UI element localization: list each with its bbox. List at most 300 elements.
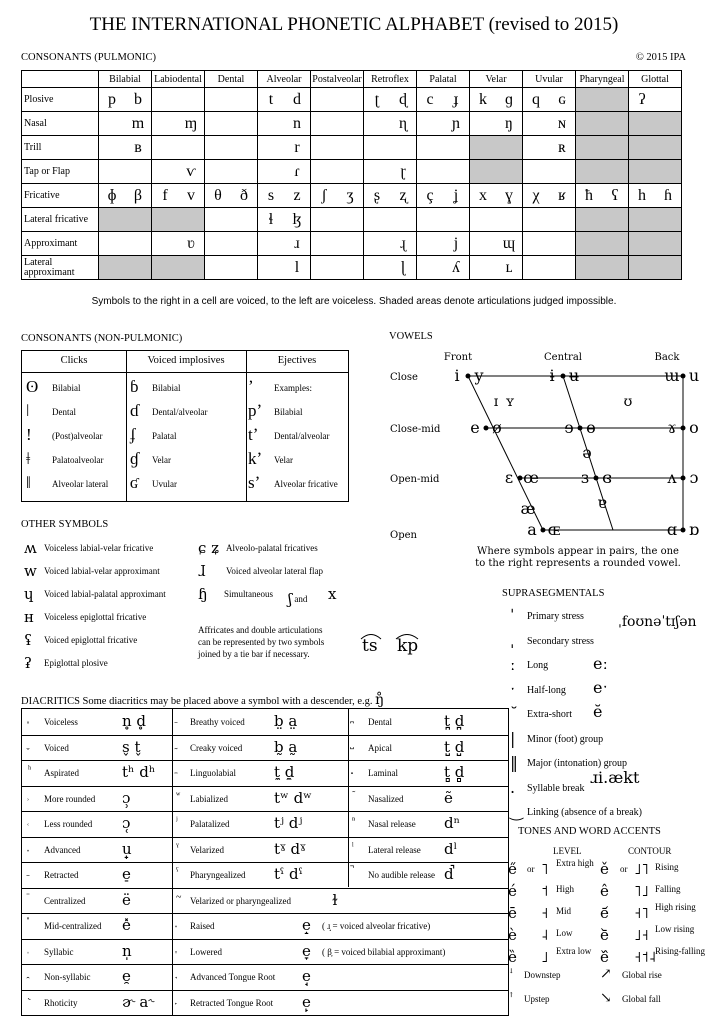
consonant-cell (231, 256, 258, 280)
vowel-rounded: ɔ (689, 468, 699, 487)
tone-level-letter: é (508, 882, 517, 900)
consonant-cell (337, 208, 364, 232)
supra-label: Long (527, 660, 549, 671)
vowel-single: ʊ (623, 394, 633, 410)
other-symbol: ɥ (24, 585, 34, 603)
vowel-col-back: Back (654, 352, 680, 363)
consonant-cell: ɱ (178, 112, 205, 136)
consonant-cell (99, 160, 126, 184)
vowel-unrounded: ɤ (667, 418, 677, 437)
consonant-cell (337, 256, 364, 280)
consonant-cell (205, 232, 232, 256)
supra-symbol: ‖ (510, 753, 518, 772)
diacritic-example: ɚ a˞ (122, 992, 155, 1011)
vowel-col-central: Central (544, 352, 582, 363)
vowel-rounded: œ (523, 468, 539, 487)
tone-contour-letter: e᷈ (600, 948, 609, 966)
vowel-dot (518, 476, 523, 481)
consonant-cell: l (284, 256, 311, 280)
tones-heading: TONES AND WORD ACCENTS (518, 826, 661, 837)
supra-symbol: ː (510, 655, 516, 674)
divider (22, 888, 508, 889)
consonant-cell (125, 208, 152, 232)
tie-bar-icon (395, 632, 419, 640)
supra-label: Half-long (527, 684, 566, 696)
diacritic-example: s̬ t̬ (122, 737, 141, 756)
ejectives-label: Dental/alveolar (274, 431, 330, 441)
consonant-cell (576, 160, 603, 184)
consonant-cell (523, 136, 550, 160)
consonant-cell: z (284, 184, 311, 208)
clicks-label: Palatoalveolar (52, 455, 104, 465)
tone-upstep: Upstep (524, 994, 550, 1004)
consonant-cell (231, 208, 258, 232)
consonant-cell (152, 112, 179, 136)
supra-symbol: ‿ (510, 802, 523, 821)
consonant-cell (364, 232, 391, 256)
consonant-cell: p (99, 88, 126, 112)
vowel-chart (380, 348, 698, 578)
consonant-cell: s (258, 184, 285, 208)
consonant-cell (390, 136, 417, 160)
consonant-cell (629, 160, 656, 184)
ejectives-symbol: kʼ (248, 449, 263, 468)
consonant-cell (99, 136, 126, 160)
vowel-rounded: ʉ (568, 366, 580, 385)
other-symbol: w (24, 562, 37, 580)
vowel-rounded: o (689, 418, 699, 437)
diacritic-label: Mid-centralized (44, 921, 102, 931)
supra-label: Major (intonation) group (527, 758, 627, 769)
diacritic-label: Velarized (190, 844, 224, 855)
implosives-symbol: ɓ (130, 377, 139, 396)
vowel-dot (594, 476, 599, 481)
consonant-cell (417, 160, 444, 184)
consonant-cell (602, 256, 629, 280)
consonant-cell (417, 232, 444, 256)
consonant-cell (549, 232, 576, 256)
consonant-cell: h (629, 184, 656, 208)
consonant-cell (364, 208, 391, 232)
consonant-cell (496, 160, 523, 184)
consonant-cell: ħ (576, 184, 603, 208)
consonant-cell: ʀ (549, 136, 576, 160)
consonant-cell (258, 232, 285, 256)
other-label: Epiglottal plosive (44, 658, 108, 668)
diacritic-label: Retracted Tongue Root (190, 997, 274, 1008)
implosives-symbol: ʄ (130, 425, 136, 444)
diacritic-label: Lowered (190, 946, 222, 957)
supra-example: eˑ (593, 678, 608, 697)
diacritic-label: Dental (368, 717, 392, 727)
consonant-cell (470, 112, 497, 136)
vowel-dot (578, 426, 583, 431)
tone-global-rise: Global rise (622, 970, 662, 980)
consonant-cell (311, 256, 338, 280)
consonant-cell (417, 256, 444, 280)
place-header: Labiodental (152, 71, 205, 88)
consonant-cell (523, 208, 550, 232)
consonant-cell (496, 136, 523, 160)
other-symbol: ɕ ʑ (198, 539, 220, 557)
diacritic-label: Nasalized (368, 793, 404, 804)
vowel-unrounded: e (470, 418, 480, 437)
vowel-unrounded: ɛ (504, 468, 514, 487)
consonant-cell (311, 232, 338, 256)
diacritic-example: ɔ̜ (122, 814, 131, 832)
vowel-dot (541, 528, 546, 533)
divider (172, 709, 173, 1015)
consonant-cell: b (125, 88, 152, 112)
consonant-cell (311, 160, 338, 184)
vowel-height-label: Close (390, 372, 418, 383)
place-header: Velar (470, 71, 523, 88)
pulmonic-heading: CONSONANTS (PULMONIC) (21, 52, 157, 63)
other-symbol: ɺ (198, 562, 206, 580)
consonant-cell: ɻ (390, 232, 417, 256)
vowel-unrounded: ɨ (549, 366, 555, 385)
consonant-cell (417, 112, 444, 136)
consonant-cell (178, 208, 205, 232)
diacritic-label: Voiced (44, 742, 69, 753)
vowel-unrounded: ʌ (667, 468, 677, 487)
vowel-unrounded: ɯ (664, 366, 680, 385)
consonant-cell (602, 88, 629, 112)
consonant-cell (205, 136, 232, 160)
supra-label: Secondary stress (527, 635, 594, 647)
tie-bar-icon (360, 632, 382, 640)
ejectives-symbol: ʼ (248, 377, 254, 396)
consonant-row (22, 160, 682, 184)
tone-level-label: Mid (556, 906, 572, 916)
vowel-rounded: ɞ (602, 468, 612, 487)
diacritic-example: d̚ (444, 865, 454, 883)
consonant-cell: ɬ (258, 208, 285, 232)
consonant-cell: ʂ (364, 184, 391, 208)
consonant-cell: ɮ (284, 208, 311, 232)
consonant-cell (576, 208, 603, 232)
affricate-line: can be represented by two symbols (198, 637, 325, 647)
vowel-unrounded: ɜ (580, 468, 590, 487)
vowel-rounded: ø (492, 418, 502, 437)
tone-contour-bar: ˥˩ (634, 882, 649, 900)
other-symbol: ʢ (24, 631, 33, 649)
diacritic-label: Advanced Tongue Root (190, 972, 276, 982)
consonant-cell (629, 208, 656, 232)
other-label: Voiceless labial-velar fricative (44, 543, 154, 553)
diacritic-label: Advanced (44, 844, 81, 855)
diacritic-example: e̯ (122, 967, 131, 985)
consonant-cell (337, 160, 364, 184)
vowel-dot (484, 426, 489, 431)
divider (22, 964, 508, 965)
diacritic-label: Linguolabial (190, 768, 236, 778)
supra-label: Linking (absence of a break) (527, 807, 642, 818)
copyright: © 2015 IPA (635, 52, 686, 63)
diacritic-example: e̙ (302, 992, 311, 1011)
consonant-cell (152, 136, 179, 160)
consonant-cell: ⱱ (178, 160, 205, 184)
consonant-cell (152, 160, 179, 184)
other-label: Simultaneous (224, 589, 273, 599)
consonant-cell (523, 256, 550, 280)
diacritic-example: u̟ (122, 839, 132, 858)
diacritic-example: b̰ a̰ (274, 737, 298, 756)
diacritic-example: tˠ dˠ (274, 839, 306, 858)
consonant-cell (523, 160, 550, 184)
consonant-cell (364, 112, 391, 136)
consonant-cell: t (258, 88, 285, 112)
consonant-cell (337, 136, 364, 160)
simul-and: and (294, 594, 308, 604)
consonant-cell: d (284, 88, 311, 112)
diacritic-note: ( ɹ̝ = voiced alveolar fricative) (322, 921, 431, 931)
diacritic-example: dⁿ (444, 814, 461, 832)
consonant-cell: χ (523, 184, 550, 208)
tone-level-label: Extra low (556, 946, 592, 956)
page-title: THE INTERNATIONAL PHONETIC ALPHABET (revised to 2015) (89, 14, 619, 35)
consonant-cell (125, 160, 152, 184)
place-header: Retroflex (364, 71, 417, 88)
diacritic-label: Nasal release (368, 819, 416, 829)
supra-example: ĕ (593, 702, 603, 721)
consonant-cell: ɲ (443, 112, 470, 136)
tone-level-label: High (556, 884, 574, 894)
place-header: Palatal (417, 71, 470, 88)
tone-global-fall: Global fall (622, 994, 661, 1004)
diacritic-mark: ʷ (176, 789, 181, 801)
affricate-note (198, 624, 324, 660)
implosives-symbol: ɗ (130, 401, 139, 420)
consonant-cell (443, 160, 470, 184)
corner-cell (22, 71, 99, 88)
manner-label: Lateral approximant (22, 256, 99, 280)
simultaneous-symbol (288, 588, 307, 606)
diacritic-mark: ~ (176, 891, 182, 903)
diacritic-example: dˡ (444, 839, 458, 858)
diacritic-example: tʲ dʲ (274, 814, 303, 832)
consonant-cell (311, 208, 338, 232)
consonant-cell (258, 256, 285, 280)
diacritic-example: t̺ d̺ (444, 737, 465, 756)
consonant-cell (470, 136, 497, 160)
consonant-cell: ɖ (390, 88, 417, 112)
consonant-cell: ʃ (311, 184, 338, 208)
vowel-single: ɪ (493, 394, 499, 410)
consonant-cell (364, 160, 391, 184)
consonant-cell: ʒ (337, 184, 364, 208)
vowel-rounded: ɶ (547, 520, 561, 539)
consonant-cell: c (417, 88, 444, 112)
diacritic-example: t̪ d̪ (444, 712, 465, 730)
consonant-cell (655, 256, 682, 280)
simul-sym1: ʃ (288, 590, 293, 608)
diacritic-label: Apical (368, 742, 392, 753)
tone-level-letter: ē (508, 904, 517, 922)
consonant-cell: ð (231, 184, 258, 208)
vowel-rounded: u (688, 366, 700, 385)
supra-label: Extra-short (527, 709, 572, 720)
consonant-cell (629, 232, 656, 256)
tone-contour-label: Rising-falling (655, 946, 705, 956)
affricate-line: Affricates and double articulations (198, 625, 323, 635)
supra-label: Minor (foot) group (527, 733, 604, 745)
diacritic-example: tʰ dʰ (122, 763, 156, 781)
vowel-rounded: ɒ (688, 520, 700, 539)
vowel-note: Where symbols appear in pairs, the one (477, 546, 679, 557)
supra-symbol: ˘ (510, 704, 518, 723)
ejectives-label: Alveolar fricative (274, 479, 338, 489)
diacritic-note: ( β̞ = voiced bilabial approximant) (322, 946, 446, 957)
vowel-height-label: Open (390, 530, 417, 541)
divider (246, 351, 247, 501)
ejectives-label: Examples: (274, 383, 312, 393)
manner-label: Fricative (22, 184, 99, 208)
diacritic-example: e̠ (122, 865, 131, 883)
vowel-rounded: y (474, 366, 484, 385)
consonant-cell: ʔ (629, 88, 656, 112)
tone-level-letter: ȅ (508, 948, 517, 966)
tie-text: kp (397, 636, 419, 656)
other-symbol: ɧ (198, 585, 208, 603)
consonant-cell (99, 256, 126, 280)
diacritic-example: ë (122, 890, 131, 909)
consonant-cell: ɾ (284, 160, 311, 184)
diacritics-heading-text: DIACRITICS Some diacritics may be placed above a symbol with a descender, e.g. (21, 696, 373, 707)
diacritic-example: t̼ d̼ (274, 763, 295, 781)
supra-label: Syllable break (527, 782, 585, 794)
nonpulmonic-table (21, 350, 349, 502)
implosives-label: Dental/alveolar (152, 407, 208, 417)
tone-downstep: Downstep (524, 970, 561, 980)
consonant-cell (152, 208, 179, 232)
consonant-cell (417, 136, 444, 160)
manner-label: Tap or Flap (22, 160, 99, 184)
consonant-cell (602, 112, 629, 136)
consonant-cell (337, 232, 364, 256)
consonant-cell (602, 232, 629, 256)
tone-or: or (620, 864, 628, 874)
diacritic-label: Breathy voiced (190, 717, 245, 727)
diacritic-mark: ʲ (176, 815, 178, 826)
divider (22, 372, 348, 373)
implosives-label: Palatal (152, 431, 177, 441)
diacritic-mark: ˤ (176, 866, 179, 877)
diacritic-example: ɔ̹ (122, 788, 131, 807)
diacritic-label: Non-syllabic (44, 972, 91, 982)
consonant-cell (152, 232, 179, 256)
tone-contour-label: Falling (655, 884, 681, 894)
tone-level-bar: ˩ (541, 948, 549, 966)
divider (348, 709, 349, 887)
consonant-cell (470, 160, 497, 184)
consonant-cell (152, 88, 179, 112)
tone-contour-bar: ˧˦˨ (634, 948, 657, 966)
consonant-cell (258, 136, 285, 160)
manner-label: Plosive (22, 88, 99, 112)
implosives-symbol: ʛ (130, 473, 138, 492)
vowel-dot (681, 374, 686, 379)
supra-example: ˌfoʊnəˈtɪʃən (618, 614, 697, 630)
tone-level-bar: ˦ (541, 882, 549, 900)
consonant-cell (258, 112, 285, 136)
tone-contour-label: Low rising (655, 924, 695, 934)
diacritic-label: Syllabic (44, 946, 74, 957)
divider (22, 811, 508, 812)
tone-contour-bar: ˧˥ (634, 904, 649, 922)
vowel-unrounded: i (454, 366, 460, 385)
tone-level-label: Low (556, 928, 573, 938)
tone-contour-letter: ě (600, 860, 609, 878)
consonant-cell (205, 208, 232, 232)
vowel-dot (561, 374, 566, 379)
consonant-cell (231, 88, 258, 112)
diacritic-mark: ˡ (352, 840, 354, 852)
consonant-cell (523, 232, 550, 256)
supra-label: Primary stress (527, 611, 584, 622)
vowel-dot (681, 426, 686, 431)
diacritic-label: Palatalized (190, 819, 230, 829)
implosives-label: Velar (152, 455, 171, 465)
vowel-dot (681, 528, 686, 533)
consonant-cell (576, 88, 603, 112)
pulmonic-note: Symbols to the right in a cell are voiced, to the left are voiceless. Shaded areas denote articulations judged impossible. (91, 296, 617, 307)
consonant-cell: k (470, 88, 497, 112)
col-header-implosives: Voiced implosives (147, 355, 225, 366)
upstep-icon: ꜛ (509, 990, 514, 1004)
consonant-cell: ʕ (602, 184, 629, 208)
divider (22, 837, 508, 838)
diacritic-label: Retracted (44, 870, 79, 880)
supra-symbol: ˈ (510, 606, 515, 625)
supra-example: ɹi.ækt (590, 768, 640, 787)
clicks-label: (Post)alveolar (52, 431, 103, 441)
consonant-cell: ʎ (443, 256, 470, 280)
divider (22, 990, 508, 991)
manner-label: Lateral fricative (22, 208, 99, 232)
consonant-cell (629, 136, 656, 160)
other-symbol: ʍ (24, 539, 37, 557)
tones-contour-heading: CONTOUR (628, 846, 672, 856)
consonant-cell (178, 136, 205, 160)
other-label: Voiced labial-velar approximant (44, 566, 160, 576)
diacritics-heading-example: ŋ̊ (375, 692, 385, 708)
diacritic-example: b̤ a̤ (274, 712, 298, 730)
clicks-symbol: ǃ (26, 425, 32, 444)
consonant-cell (576, 232, 603, 256)
consonant-cell (205, 160, 232, 184)
nonpulmonic-heading: CONSONANTS (NON-PULMONIC) (21, 333, 183, 344)
tone-level-bar: ˧ (541, 904, 549, 922)
ejectives-symbol: sʼ (248, 473, 261, 492)
diacritic-label: Creaky voiced (190, 742, 243, 753)
tone-contour-bar: ˩˥ (634, 860, 649, 878)
vowel-unrounded: ɘ (564, 418, 574, 437)
tone-contour-label: High rising (655, 902, 696, 912)
consonant-cell (655, 136, 682, 160)
consonant-cell (205, 256, 232, 280)
consonant-cell (629, 256, 656, 280)
vowel-col-front: Front (443, 352, 473, 363)
consonant-cell (364, 256, 391, 280)
place-header: Uvular (523, 71, 576, 88)
consonant-cell: ɣ (496, 184, 523, 208)
other-label: Voiced labial-palatal approximant (44, 589, 166, 599)
consonant-cell: ɸ (99, 184, 126, 208)
tone-level-letter: è (508, 926, 517, 944)
consonant-cell (549, 256, 576, 280)
consonant-cell (549, 208, 576, 232)
